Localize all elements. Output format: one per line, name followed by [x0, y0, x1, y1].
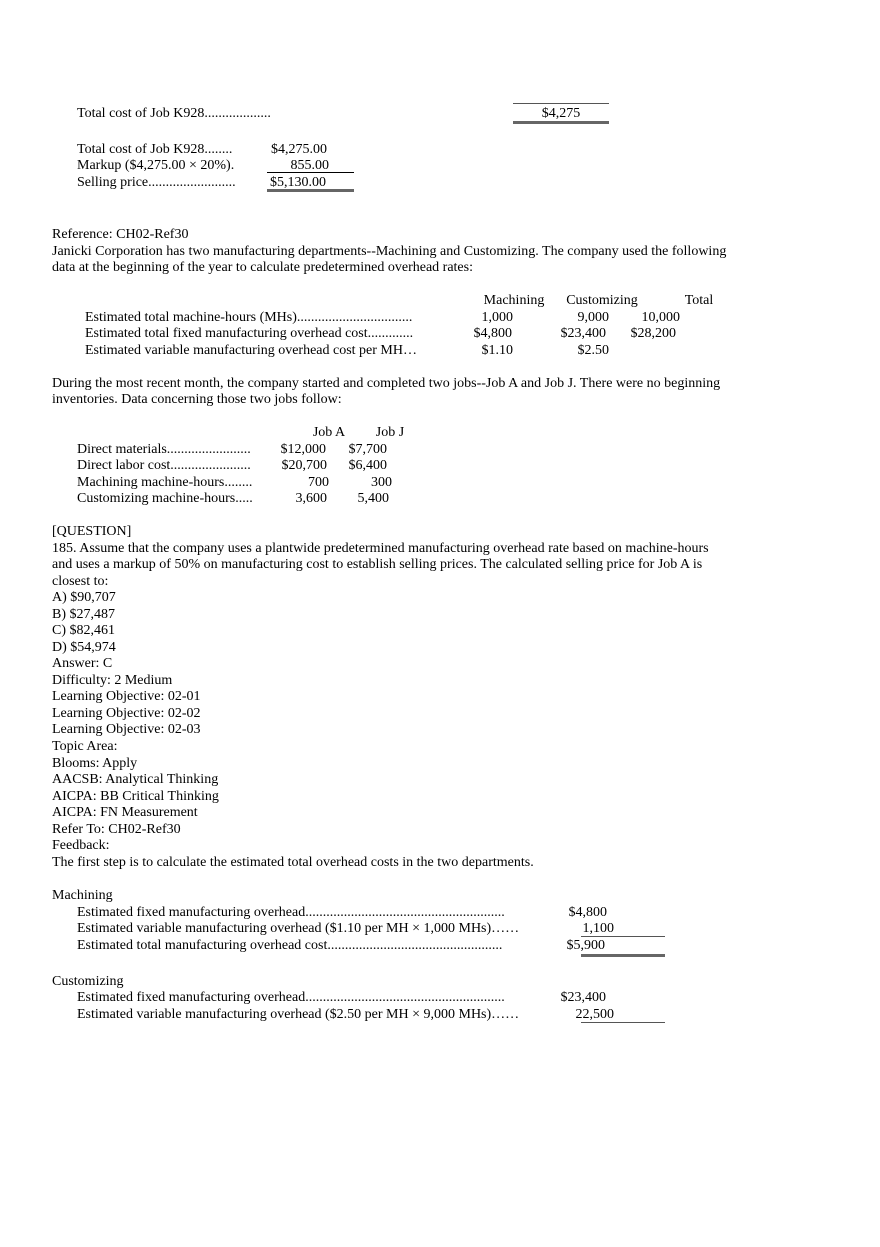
question-meta: Blooms: Apply: [52, 756, 138, 771]
question-text: closest to:: [52, 574, 109, 589]
col-header-total: Total: [684, 293, 714, 308]
k928-row-value: $5,130.00: [270, 175, 326, 190]
question-meta: Learning Objective: 02-03: [52, 722, 201, 737]
section-heading-machining: Machining: [52, 888, 113, 903]
dept-cell: $1.10: [481, 343, 513, 358]
k928-row-label: Markup ($4,275.00 × 20%).: [77, 158, 235, 173]
question-meta: Feedback:: [52, 838, 110, 853]
calc-row-label: Estimated variable manufacturing overhead ($2.50 per MH × 9,000 MHs)……: [77, 1007, 520, 1022]
question-meta: Learning Objective: 02-02: [52, 706, 201, 721]
question-meta: Refer To: CH02-Ref30: [52, 822, 181, 837]
question-meta: Learning Objective: 02-01: [52, 689, 201, 704]
question-text: and uses a markup of 50% on manufacturing cost to establish selling prices. The calculated selling price for Job A is: [52, 557, 703, 572]
calc-row-label: Estimated fixed manufacturing overhead.........................................................: [77, 990, 505, 1005]
question-meta: AACSB: Analytical Thinking: [52, 772, 219, 787]
calc-row-label: Estimated total manufacturing overhead cost..................................................: [77, 938, 503, 953]
dept-row-label: Estimated variable manufacturing overhead cost per MH…: [85, 343, 417, 358]
calc-row-value: $5,900: [566, 938, 605, 953]
job-cell: 300: [371, 475, 392, 490]
job-cell: $12,000: [280, 442, 326, 457]
section-heading-customizing: Customizing: [52, 974, 124, 989]
dept-cell: $4,800: [473, 326, 512, 341]
total-cost-label: Total cost of Job K928...................: [77, 106, 271, 121]
answer-option: C) $82,461: [52, 623, 115, 638]
question-meta: AICPA: FN Measurement: [52, 805, 198, 820]
reference-paragraph: data at the beginning of the year to calculate predetermined overhead rates:: [52, 260, 473, 275]
col-header-job-a: Job A: [312, 425, 346, 440]
job-cell: 5,400: [357, 491, 389, 506]
question-meta: Topic Area:: [52, 739, 118, 754]
double-rule-selling-price: [267, 189, 354, 192]
feedback-text: The first step is to calculate the estimated total overhead costs in the two departments.: [52, 855, 534, 870]
job-cell: $6,400: [348, 458, 387, 473]
dept-cell: $2.50: [577, 343, 609, 358]
dept-cell: 10,000: [641, 310, 680, 325]
question-meta: Difficulty: 2 Medium: [52, 673, 173, 688]
k928-row-label: Selling price.........................: [77, 175, 236, 190]
dept-row-label: Estimated total fixed manufacturing overhead cost.............: [85, 326, 414, 341]
calc-row-value: $4,800: [568, 905, 607, 920]
question-tag: [QUESTION]: [52, 524, 132, 539]
job-cell: 3,600: [295, 491, 327, 506]
dept-cell: $28,200: [630, 326, 676, 341]
k928-row-value: 855.00: [290, 158, 329, 173]
k928-row-label: Total cost of Job K928........: [77, 142, 233, 157]
job-row-label: Direct materials........................: [77, 442, 251, 457]
job-row-label: Direct labor cost.......................: [77, 458, 251, 473]
rule-above-total: [513, 103, 609, 104]
col-header-customizing: Customizing: [566, 293, 638, 308]
month-paragraph: During the most recent month, the company started and completed two jobs--Job A and Job J. There were no beginning: [52, 376, 721, 391]
rule-machining-sum: [581, 936, 665, 937]
calc-row-value: 1,100: [582, 921, 614, 936]
calc-row-label: Estimated fixed manufacturing overhead.........................................................: [77, 905, 505, 920]
double-rule-total: [513, 121, 609, 124]
double-rule-machining-total: [581, 954, 665, 957]
k928-row-value: $4,275.00: [271, 142, 327, 157]
job-cell: 700: [308, 475, 329, 490]
col-header-machining: Machining: [483, 293, 545, 308]
answer-option: B) $27,487: [52, 607, 115, 622]
reference-paragraph: Janicki Corporation has two manufacturing departments--Machining and Customizing. The company used the following: [52, 244, 727, 259]
rule-customizing-sum: [581, 1022, 665, 1023]
question-text: 185. Assume that the company uses a plantwide predetermined manufacturing overhead rate based on machine-hours: [52, 541, 709, 556]
dept-cell: 9,000: [577, 310, 609, 325]
job-cell: $20,700: [281, 458, 327, 473]
dept-cell: $23,400: [560, 326, 606, 341]
question-meta: Answer: C: [52, 656, 113, 671]
job-row-label: Machining machine-hours........: [77, 475, 253, 490]
calc-row-value: 22,500: [575, 1007, 614, 1022]
calc-row-value: $23,400: [560, 990, 606, 1005]
dept-row-label: Estimated total machine-hours (MHs).................................: [85, 310, 413, 325]
job-row-label: Customizing machine-hours.....: [77, 491, 253, 506]
reference-line: Reference: CH02-Ref30: [52, 227, 189, 242]
job-cell: $7,700: [348, 442, 387, 457]
col-header-job-j: Job J: [375, 425, 405, 440]
answer-option: A) $90,707: [52, 590, 116, 605]
month-paragraph: inventories. Data concerning those two jobs follow:: [52, 392, 342, 407]
question-meta: AICPA: BB Critical Thinking: [52, 789, 219, 804]
total-cost-value: $4,275: [541, 106, 581, 121]
dept-cell: 1,000: [481, 310, 513, 325]
calc-row-label: Estimated variable manufacturing overhead ($1.10 per MH × 1,000 MHs)……: [77, 921, 520, 936]
answer-option: D) $54,974: [52, 640, 116, 655]
rule-markup: [267, 172, 354, 173]
